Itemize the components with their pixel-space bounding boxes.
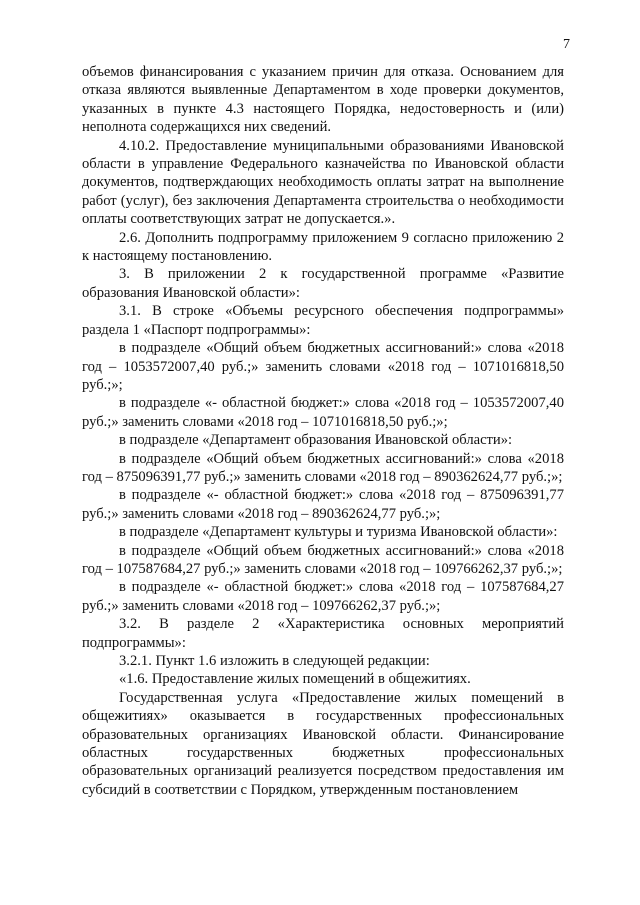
paragraph: в подразделе «Департамент культуры и туризма Ивановской области»: [119,524,558,541]
paragraph: в подразделе «Общий объем бюджетных ассигнований:» слова «2018 год – 875096391,77 руб.;» заменить словами «2018 год – 890362624,77 руб.;»; [82,450,564,485]
paragraph: в подразделе «- областной бюджет:» слова «2018 год – 1053572007,40 руб.;» заменить словами «2018 год – 1071016818,50 руб.;»; [82,395,564,430]
paragraph: в подразделе «Общий объем бюджетных ассигнований:» слова «2018 год – 107587684,27 руб.;» заменить словами «2018 год – 109766262,37 руб.;»; [82,542,564,577]
paragraph: «1.6. Предоставление жилых помещений в общежитиях. [119,671,471,688]
paragraph: в подразделе «Департамент образования Ивановской области»: [119,432,513,449]
paragraph: 4.10.2. Предоставление муниципальными образованиями Ивановской области в управление Федерального казначейства по Ивановской области документов, подтверждающих необходимость оплаты затрат на выполнение работ (услуг), без заключения Департамента строительства о необходимости оплаты соответствующих затрат не допускается.». [82,137,564,228]
document-body [82,63,564,799]
paragraph: в подразделе «Общий объем бюджетных ассигнований:» слова «2018 год – 1053572007,40 руб.;» заменить словами «2018 год – 1071016818,50 руб.;»; [82,340,564,393]
paragraph: в подразделе «- областной бюджет:» слова «2018 год – 875096391,77 руб.;» заменить словами «2018 год – 890362624,77 руб.;»; [82,487,564,522]
paragraph: Государственная услуга «Предоставление жилых помещений в общежитиях» оказывается в государственных профессиональных образовательных организациях Ивановской области. Финансирование областных государственных бюджетных профессиональных образовательных организаций реализуется посредством предоставления им субсидий в соответствии с Порядком, утвержденным постановлением [82,689,564,798]
paragraph: 3.2.1. Пункт 1.6 изложить в следующей редакции: [119,653,430,669]
paragraph: в подразделе «- областной бюджет:» слова «2018 год – 107587684,27 руб.;» заменить словами «2018 год – 109766262,37 руб.;»; [82,579,564,614]
paragraph: 3.1. В строке «Объемы ресурсного обеспечения подпрограммы» раздела 1 «Паспорт подпрограммы»: [82,303,564,338]
paragraph: объемов финансирования с указанием причин для отказа. Основанием для отказа являются выявленные Департаментом в ходе проверки документов, указанных в пункте 4.3 настоящего Порядка, недостоверность и (или) неполнота содержащихся них сведений. [82,64,564,136]
paragraph: 3.2. В разделе 2 «Характеристика основных мероприятий подпрограммы»: [82,616,564,651]
paragraph: 2.6. Дополнить подпрограмму приложением 9 согласно приложению 2 к настоящему постановлению. [82,229,564,265]
paragraph: 3. В приложении 2 к государственной программе «Развитие образования Ивановской области»: [82,266,564,301]
page-number: 7 [563,37,570,52]
